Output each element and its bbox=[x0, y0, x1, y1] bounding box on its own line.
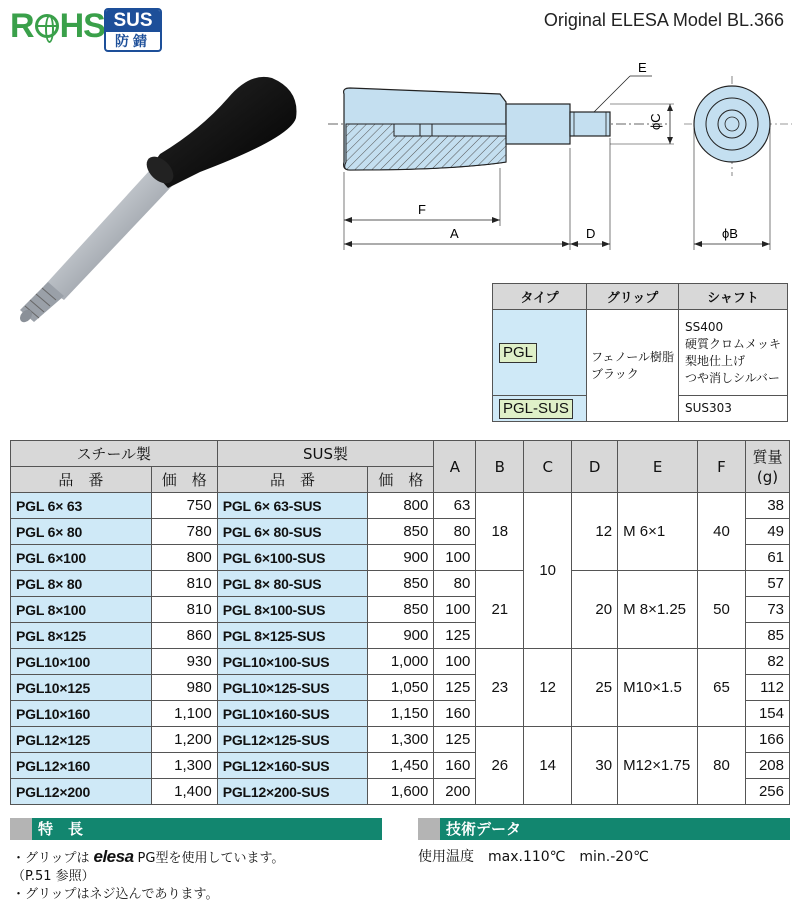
sus-price-cell: 1,300 bbox=[368, 727, 434, 753]
sus-code-cell: PGL 8× 80-SUS bbox=[217, 571, 368, 597]
c-header: C bbox=[524, 441, 572, 493]
b-cell: 23 bbox=[476, 649, 524, 727]
features-title: 特 長 bbox=[38, 820, 84, 838]
weight-cell: 49 bbox=[745, 519, 789, 545]
technical-drawing bbox=[322, 58, 792, 268]
features-bar bbox=[10, 818, 382, 840]
weight-cell: 57 bbox=[745, 571, 789, 597]
product-shaft bbox=[44, 170, 172, 300]
sus-price-cell: 900 bbox=[368, 545, 434, 571]
label-b: ϕB bbox=[722, 226, 738, 241]
a-cell: 125 bbox=[434, 623, 476, 649]
sus-price-cell: 850 bbox=[368, 571, 434, 597]
product-image bbox=[0, 60, 320, 340]
sus-code-cell: PGL 8×100-SUS bbox=[217, 597, 368, 623]
steel-code-cell: PGL 6×100 bbox=[11, 545, 152, 571]
d-cell: 25 bbox=[572, 649, 618, 727]
steel-price-cell: 930 bbox=[151, 649, 217, 675]
a-cell: 80 bbox=[434, 571, 476, 597]
grip-header: グリップ bbox=[587, 284, 679, 310]
sus-code-cell: PGL12×125-SUS bbox=[217, 727, 368, 753]
weight-cell: 73 bbox=[745, 597, 789, 623]
label-f: F bbox=[418, 202, 426, 217]
b-cell: 18 bbox=[476, 493, 524, 571]
weight-cell: 256 bbox=[745, 779, 789, 805]
steel-price-cell: 810 bbox=[151, 597, 217, 623]
steel-code-cell: PGL 8×125 bbox=[11, 623, 152, 649]
weight-cell: 61 bbox=[745, 545, 789, 571]
thread-body bbox=[570, 112, 610, 136]
sus-price-cell: 1,600 bbox=[368, 779, 434, 805]
table-row bbox=[11, 571, 790, 597]
sus-code-cell: PGL12×160-SUS bbox=[217, 753, 368, 779]
sus-code-cell: PGL10×160-SUS bbox=[217, 701, 368, 727]
steel-code-cell: PGL12×160 bbox=[11, 753, 152, 779]
type-tag: PGL bbox=[499, 343, 537, 363]
steel-price-cell: 780 bbox=[151, 519, 217, 545]
model-title: Original ELESA Model BL.366 bbox=[543, 10, 784, 30]
type-header: タイプ bbox=[493, 284, 587, 310]
weight-cell: 208 bbox=[745, 753, 789, 779]
steel-code-cell: PGL 8× 80 bbox=[11, 571, 152, 597]
weight-cell: 85 bbox=[745, 623, 789, 649]
table-row bbox=[11, 493, 790, 519]
weight-cell: 154 bbox=[745, 701, 789, 727]
a-cell: 160 bbox=[434, 753, 476, 779]
type-tag: PGL-SUS bbox=[499, 399, 573, 419]
a-cell: 63 bbox=[434, 493, 476, 519]
sus-code-cell: PGL12×200-SUS bbox=[217, 779, 368, 805]
e-cell: M 8×1.25 bbox=[618, 571, 698, 649]
f-cell: 40 bbox=[698, 493, 746, 571]
weight-cell: 112 bbox=[745, 675, 789, 701]
label-d: D bbox=[586, 226, 596, 241]
rohs-logo: R HS bbox=[10, 7, 105, 45]
sus-price-cell: 800 bbox=[368, 493, 434, 519]
steel-price-cell: 1,400 bbox=[151, 779, 217, 805]
b-cell: 26 bbox=[476, 727, 524, 805]
steel-price-cell: 810 bbox=[151, 571, 217, 597]
steel-code-cell: PGL10×160 bbox=[11, 701, 152, 727]
steel-code-cell: PGL12×200 bbox=[11, 779, 152, 805]
weight-cell: 82 bbox=[745, 649, 789, 675]
d-cell: 30 bbox=[572, 727, 618, 805]
steel-price-cell: 750 bbox=[151, 493, 217, 519]
shaft-body bbox=[506, 104, 570, 144]
e-header: E bbox=[618, 441, 698, 493]
a-cell: 100 bbox=[434, 597, 476, 623]
sus-price-cell: 850 bbox=[368, 597, 434, 623]
steel-price-cell: 1,200 bbox=[151, 727, 217, 753]
e-cell: M 6×1 bbox=[618, 493, 698, 571]
globe-icon bbox=[35, 14, 59, 38]
sus-price-cell: 1,450 bbox=[368, 753, 434, 779]
sus-price-cell: 850 bbox=[368, 519, 434, 545]
type-cell bbox=[493, 310, 587, 396]
weight-cell: 166 bbox=[745, 727, 789, 753]
type-cell bbox=[493, 396, 587, 422]
shaft-header: シャフト bbox=[679, 284, 788, 310]
steel-price-cell: 980 bbox=[151, 675, 217, 701]
sus-code-header: 品 番 bbox=[217, 467, 368, 493]
sus-price-cell: 1,000 bbox=[368, 649, 434, 675]
sus-code-cell: PGL 6× 80-SUS bbox=[217, 519, 368, 545]
sus-price-cell: 1,150 bbox=[368, 701, 434, 727]
steel-code-cell: PGL10×100 bbox=[11, 649, 152, 675]
steel-code-header: 品 番 bbox=[11, 467, 152, 493]
table-row bbox=[11, 649, 790, 675]
f-cell: 65 bbox=[698, 649, 746, 727]
sus-badge-top: SUS bbox=[106, 10, 160, 32]
steel-code-cell: PGL12×125 bbox=[11, 727, 152, 753]
spec-table-body bbox=[11, 493, 790, 805]
sus-code-cell: PGL 8×125-SUS bbox=[217, 623, 368, 649]
sus-badge-bottom: 防錆 bbox=[115, 34, 151, 50]
b-header: B bbox=[476, 441, 524, 493]
grip-cell: フェノール樹脂 ブラック bbox=[587, 310, 679, 422]
grip-bore bbox=[394, 124, 506, 136]
steel-price-cell: 800 bbox=[151, 545, 217, 571]
weight-header: 質量 (g) bbox=[745, 441, 789, 493]
a-cell: 160 bbox=[434, 701, 476, 727]
sus-badge bbox=[104, 8, 162, 52]
label-c: ϕC bbox=[648, 113, 663, 130]
weight-cell: 38 bbox=[745, 493, 789, 519]
sus-group-header: SUS製 bbox=[217, 441, 434, 467]
d-header: D bbox=[572, 441, 618, 493]
shaft-cell: SUS303 bbox=[679, 396, 788, 422]
a-cell: 125 bbox=[434, 727, 476, 753]
sus-code-cell: PGL 6×100-SUS bbox=[217, 545, 368, 571]
e-cell: M10×1.5 bbox=[618, 649, 698, 727]
spec-table bbox=[10, 440, 790, 805]
sus-code-cell: PGL 6× 63-SUS bbox=[217, 493, 368, 519]
features-text: ・グリップは elesa PG型を使用しています。 （P.51 参照） ・グリップはネジ込んであります。 bbox=[12, 847, 285, 902]
steel-code-cell: PGL 6× 63 bbox=[11, 493, 152, 519]
f-header: F bbox=[698, 441, 746, 493]
sus-price-cell: 1,050 bbox=[368, 675, 434, 701]
steel-price-cell: 1,300 bbox=[151, 753, 217, 779]
tech-text: 使用温度 max.110℃ min.-20℃ bbox=[418, 849, 649, 865]
a-cell: 125 bbox=[434, 675, 476, 701]
end-view bbox=[684, 76, 792, 176]
elesa-logo: elesa bbox=[93, 847, 134, 866]
sus-code-cell: PGL10×100-SUS bbox=[217, 649, 368, 675]
steel-price-header: 価 格 bbox=[151, 467, 217, 493]
label-e: E bbox=[638, 60, 647, 75]
sus-price-cell: 900 bbox=[368, 623, 434, 649]
tech-title: 技術データ bbox=[446, 820, 522, 838]
a-header: A bbox=[434, 441, 476, 493]
steel-group-header: スチール製 bbox=[11, 441, 218, 467]
tech-bar bbox=[418, 818, 790, 840]
c-cell: 14 bbox=[524, 727, 572, 805]
steel-code-cell: PGL10×125 bbox=[11, 675, 152, 701]
e-cell: M12×1.75 bbox=[618, 727, 698, 805]
a-cell: 80 bbox=[434, 519, 476, 545]
a-cell: 100 bbox=[434, 545, 476, 571]
b-cell: 21 bbox=[476, 571, 524, 649]
steel-code-cell: PGL 6× 80 bbox=[11, 519, 152, 545]
type-table bbox=[492, 283, 788, 422]
f-cell: 80 bbox=[698, 727, 746, 805]
steel-code-cell: PGL 8×100 bbox=[11, 597, 152, 623]
c-cell: 10 bbox=[524, 493, 572, 649]
table-row bbox=[11, 727, 790, 753]
sus-code-cell: PGL10×125-SUS bbox=[217, 675, 368, 701]
f-cell: 50 bbox=[698, 571, 746, 649]
d-cell: 12 bbox=[572, 493, 618, 571]
product-grip bbox=[142, 77, 297, 189]
label-a: A bbox=[450, 226, 459, 241]
sus-price-header: 価 格 bbox=[368, 467, 434, 493]
d-cell: 20 bbox=[572, 571, 618, 649]
a-cell: 200 bbox=[434, 779, 476, 805]
c-cell: 12 bbox=[524, 649, 572, 727]
steel-price-cell: 1,100 bbox=[151, 701, 217, 727]
a-cell: 100 bbox=[434, 649, 476, 675]
steel-price-cell: 860 bbox=[151, 623, 217, 649]
shaft-cell: SS400 硬質クロムメッキ 梨地仕上げ つや消しシルバー bbox=[679, 310, 788, 396]
